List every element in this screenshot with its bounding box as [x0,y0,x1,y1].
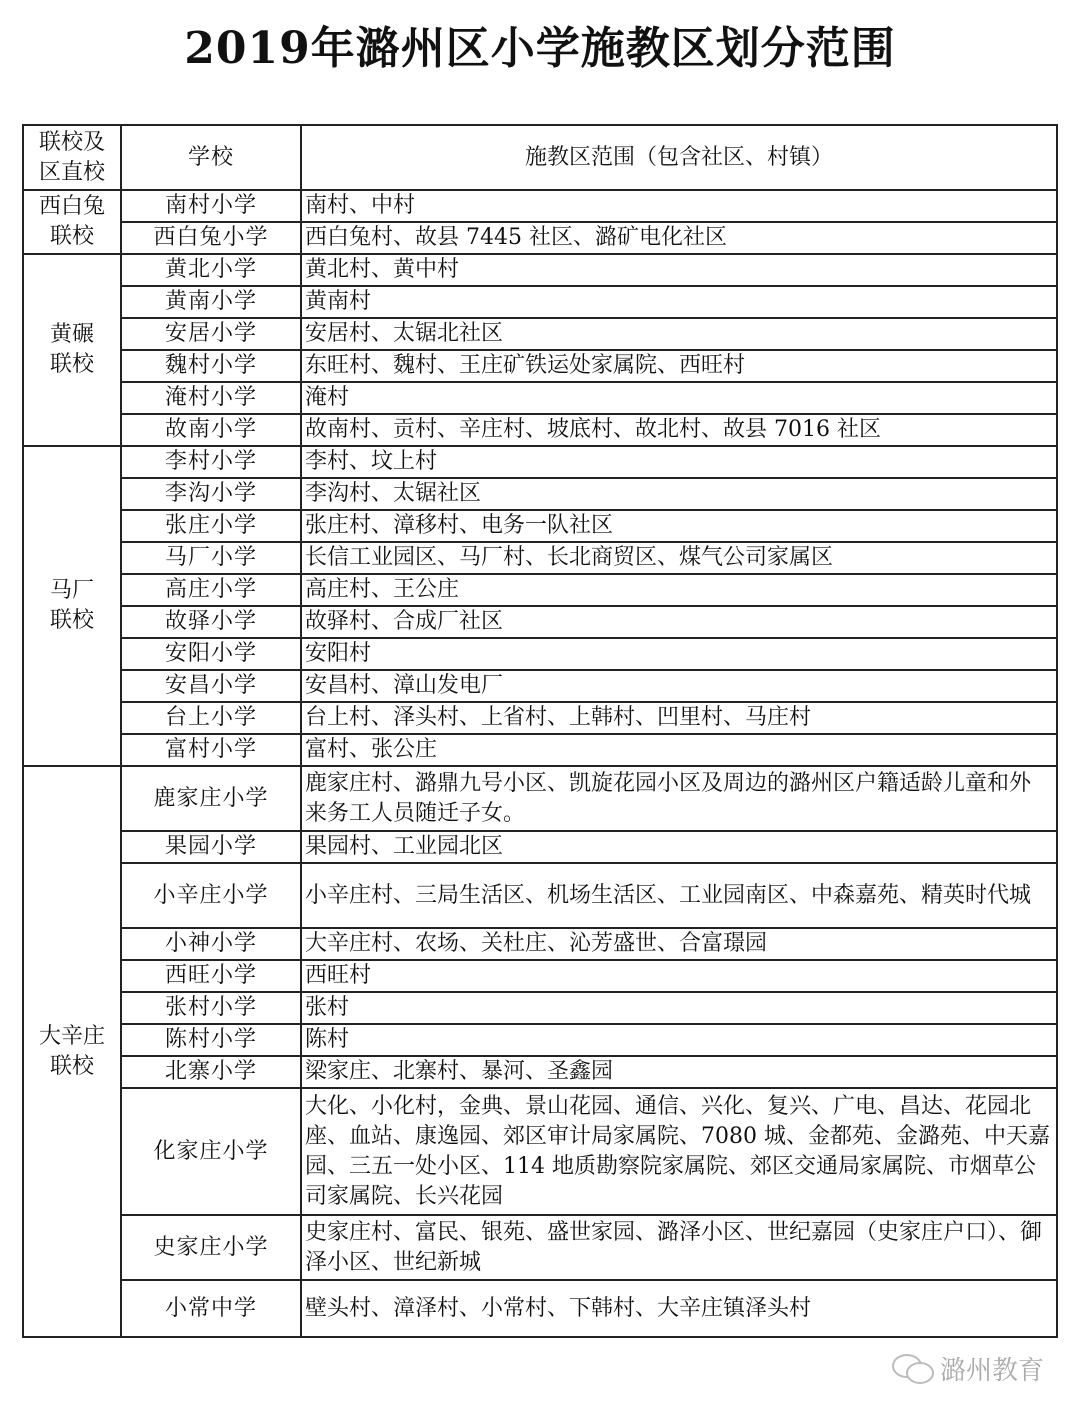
school-name: 西白兔小学 [121,222,301,254]
school-name: 安阳小学 [121,638,301,670]
district-range: 高庄村、王公庄 [301,574,1057,606]
table-row [23,928,1057,960]
table-header-row [23,125,1057,190]
table-row [23,1215,1057,1280]
alliance-cell [23,190,121,254]
district-range: 陈村 [301,1024,1057,1056]
table-row [23,863,1057,928]
table-row [23,350,1057,382]
watermark-text: 潞州教育 [939,1356,1044,1386]
header-range: 施教区范围（包含社区、村镇） [301,125,1057,190]
district-range: 果园村、工业园北区 [301,831,1057,863]
district-range: 大辛庄村、农场、关杜庄、沁芳盛世、合富璟园 [301,928,1057,960]
school-name: 史家庄小学 [121,1215,301,1280]
district-range: 鹿家庄村、潞鼎九号小区、凯旋花园小区及周边的潞州区户籍适龄儿童和外来务工人员随迁子女。 [301,766,1057,831]
district-range: 梁家庄、北寨村、暴河、圣鑫园 [301,1056,1057,1088]
school-name: 淹村小学 [121,382,301,414]
school-name: 富村小学 [121,734,301,766]
alliance-name-line1: 西白兔 [38,194,105,219]
alliance-name-line1: 大辛庄 [38,1023,105,1049]
school-name: 化家庄小学 [121,1088,301,1215]
school-name: 黄南小学 [121,286,301,318]
table-row [23,222,1057,254]
table-row [23,478,1057,510]
table-row [23,606,1057,638]
table-row [23,992,1057,1024]
table-row [23,190,1057,222]
alliance-cell [23,766,121,1337]
table-row [23,542,1057,574]
school-name: 黄北小学 [121,254,301,286]
table-row [23,510,1057,542]
school-name: 故南小学 [121,414,301,446]
school-name: 安昌小学 [121,670,301,702]
district-range: 壁头村、漳泽村、小常村、下韩村、大辛庄镇泽头村 [301,1280,1057,1337]
district-range: 东旺村、魏村、王庄矿铁运处家属院、西旺村 [301,350,1057,382]
district-range: 李村、坟上村 [301,446,1057,478]
district-range: 台上村、泽头村、上省村、上韩村、凹里村、马庄村 [301,702,1057,734]
table-row [23,286,1057,318]
school-name: 小常中学 [121,1280,301,1337]
table-row [23,734,1057,766]
watermark [892,1350,1044,1387]
table-row [23,1088,1057,1215]
alliance-name-line1: 黄碾 [49,322,94,347]
school-name: 张村小学 [121,992,301,1024]
school-name: 果园小学 [121,831,301,863]
district-range: 长信工业园区、马厂村、长北商贸区、煤气公司家属区 [301,542,1057,574]
school-name: 高庄小学 [121,574,301,606]
school-name: 张庄小学 [121,510,301,542]
table-row [23,254,1057,286]
district-range: 故南村、贡村、辛庄村、坡底村、故北村、故县 7016 社区 [301,414,1057,446]
district-range: 故驿村、合成厂社区 [301,606,1057,638]
school-name: 故驿小学 [121,606,301,638]
table-row [23,1024,1057,1056]
school-name: 小辛庄小学 [121,863,301,928]
alliance-name-line2: 联校 [49,352,94,377]
table-row [23,318,1057,350]
table-row [23,1056,1057,1088]
school-name: 李沟小学 [121,478,301,510]
alliance-name-line1: 马厂 [49,578,94,603]
school-name: 小神小学 [121,928,301,960]
table-row [23,1280,1057,1337]
alliance-name-line2: 联校 [49,224,94,249]
district-range: 安居村、太锯北社区 [301,318,1057,350]
school-name: 魏村小学 [121,350,301,382]
table-row [23,831,1057,863]
district-range: 张庄村、漳移村、电务一队社区 [301,510,1057,542]
alliance-cell [23,446,121,766]
district-range: 张村 [301,992,1057,1024]
school-name: 马厂小学 [121,542,301,574]
table-row [23,960,1057,992]
district-range: 李沟村、太锯社区 [301,478,1057,510]
district-range: 富村、张公庄 [301,734,1057,766]
district-range: 小辛庄村、三局生活区、机场生活区、工业园南区、中森嘉苑、精英时代城 [301,863,1057,928]
district-range: 安阳村 [301,638,1057,670]
school-name: 李村小学 [121,446,301,478]
district-range: 黄北村、黄中村 [301,254,1057,286]
page-title: 2019年潞州区小学施教区划分范围 [184,23,896,74]
district-range: 淹村 [301,382,1057,414]
header-school: 学校 [121,125,301,190]
table-row [23,766,1057,831]
district-range: 史家庄村、富民、银苑、盛世家园、潞泽小区、世纪嘉园（史家庄户口）、御泽小区、世纪新城 [301,1215,1057,1280]
school-name: 陈村小学 [121,1024,301,1056]
school-name: 北寨小学 [121,1056,301,1088]
header-alliance-line2: 区直校 [38,159,105,185]
table-row [23,574,1057,606]
table-row [23,702,1057,734]
district-range: 黄南村 [301,286,1057,318]
table-row [23,382,1057,414]
school-district-table [22,124,1058,1338]
school-name: 西旺小学 [121,960,301,992]
district-range: 大化、小化村，金典、景山花园、通信、兴化、复兴、广电、昌达、花园北座、血站、康逸园、郊区审计局家属院、7080 城、金都苑、金潞苑、中天嘉园、三五一处小区、114 地质勘察院家属院、郊区交通局家属院、市烟草公司家属院、长兴花园 [301,1088,1057,1215]
alliance-name-line2: 联校 [49,608,94,633]
district-range: 安昌村、漳山发电厂 [301,670,1057,702]
header-alliance-line1: 联校及 [38,129,105,155]
table-row [23,446,1057,478]
table-row [23,638,1057,670]
wechat-icon [892,1354,934,1384]
alliance-name-line2: 联校 [49,1053,94,1079]
school-name: 南村小学 [121,190,301,222]
district-range: 西旺村 [301,960,1057,992]
school-name: 台上小学 [121,702,301,734]
header-alliance [23,125,121,190]
school-name: 安居小学 [121,318,301,350]
school-name: 鹿家庄小学 [121,766,301,831]
table-row [23,670,1057,702]
table-row [23,414,1057,446]
district-range: 西白兔村、故县 7445 社区、潞矿电化社区 [301,222,1057,254]
district-range: 南村、中村 [301,190,1057,222]
alliance-cell [23,254,121,446]
